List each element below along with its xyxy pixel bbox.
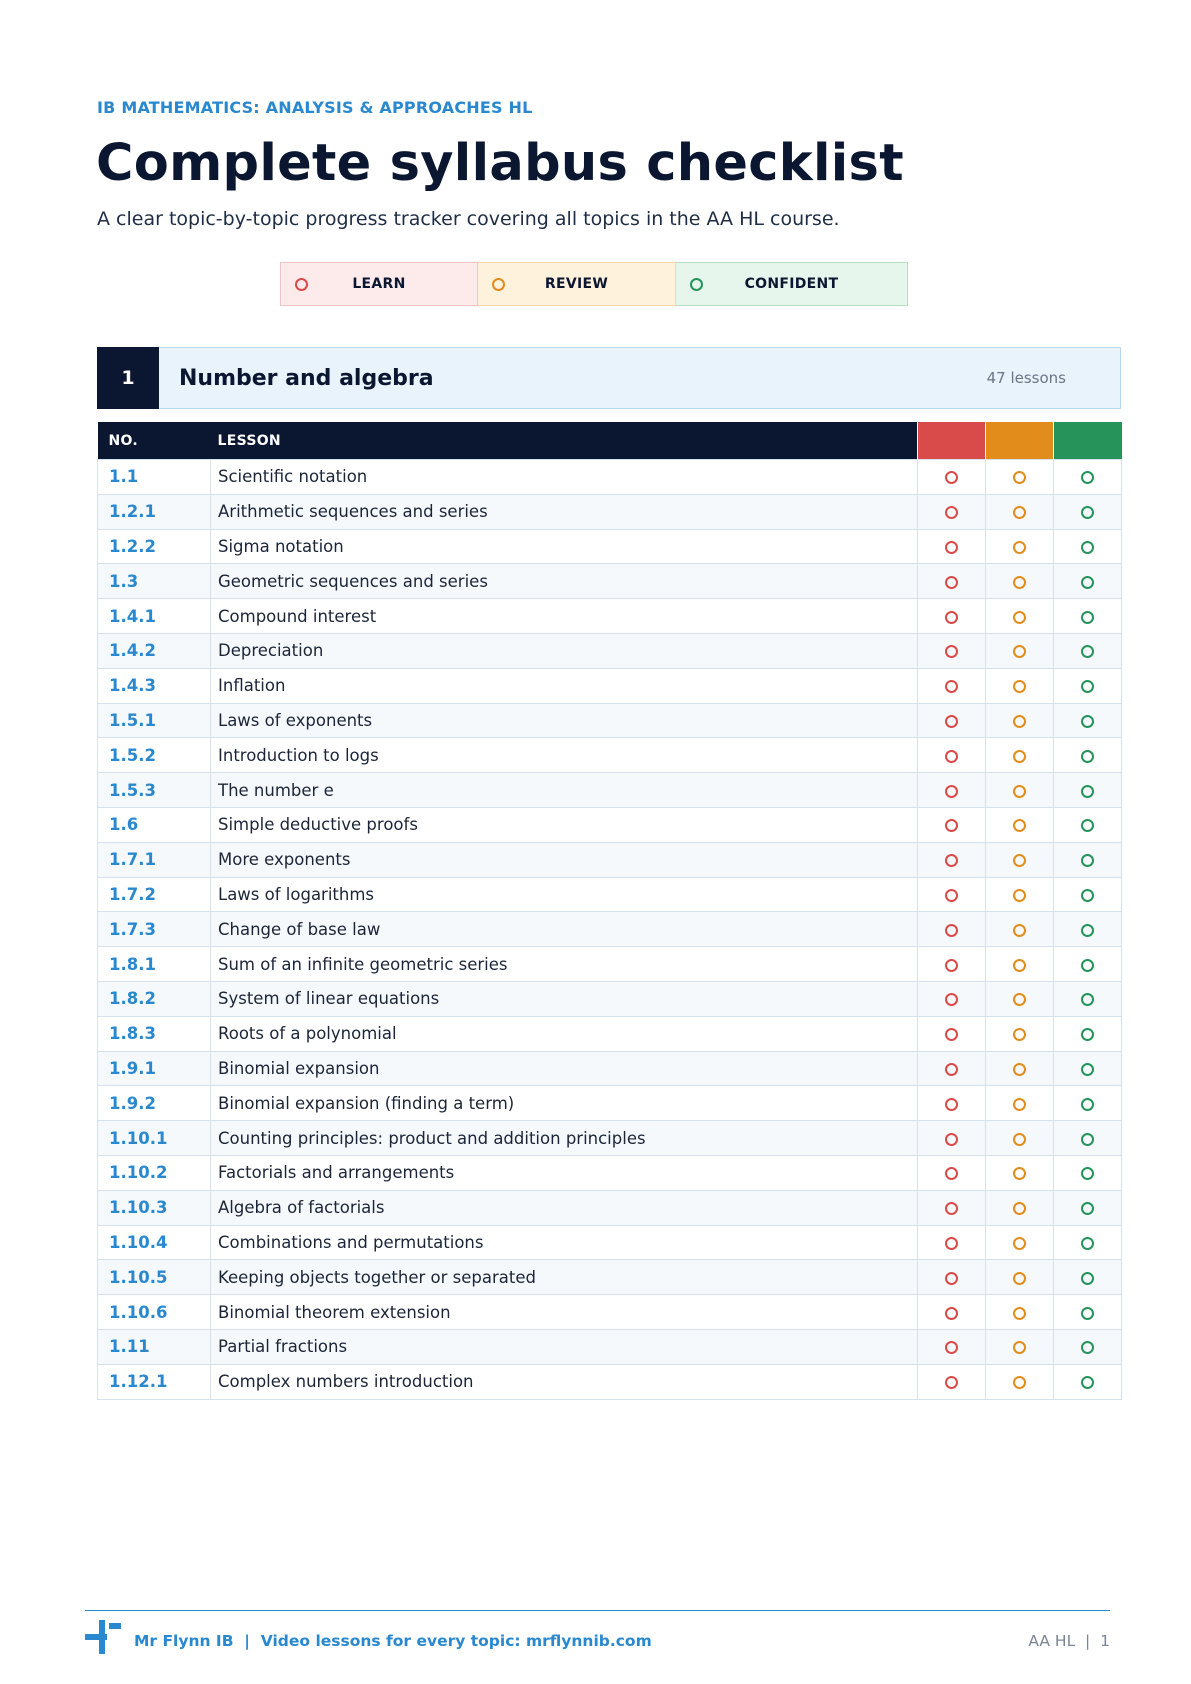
confident-checkbox-cell[interactable] [1054, 1121, 1122, 1156]
review-circle-icon[interactable] [1013, 1202, 1026, 1215]
lesson-number: 1.5.1 [98, 703, 211, 738]
learn-circle-icon[interactable] [945, 924, 958, 937]
table-row [98, 460, 1122, 495]
lesson-number: 1.10.6 [98, 1295, 211, 1330]
review-checkbox-cell[interactable] [986, 1155, 1054, 1190]
confident-circle-icon[interactable] [1081, 1098, 1094, 1111]
confident-checkbox-cell[interactable] [1054, 564, 1122, 599]
review-circle-icon[interactable] [1013, 645, 1026, 658]
review-checkbox-cell[interactable] [986, 1260, 1054, 1295]
review-checkbox-cell[interactable] [986, 460, 1054, 495]
confident-checkbox-cell[interactable] [1054, 1086, 1122, 1121]
learn-checkbox-cell[interactable] [918, 599, 986, 634]
review-checkbox-cell[interactable] [986, 981, 1054, 1016]
lesson-number: 1.4.3 [98, 668, 211, 703]
learn-circle-icon[interactable] [945, 889, 958, 902]
learn-circle-icon[interactable] [945, 1376, 958, 1389]
learn-circle-icon[interactable] [945, 541, 958, 554]
confident-circle-icon[interactable] [1081, 611, 1094, 624]
confident-checkbox-cell[interactable] [1054, 703, 1122, 738]
lesson-table [97, 422, 1122, 1400]
learn-checkbox-cell[interactable] [918, 947, 986, 982]
learn-checkbox-cell[interactable] [918, 1295, 986, 1330]
confident-circle-icon[interactable] [1081, 541, 1094, 554]
review-circle-icon[interactable] [1013, 1272, 1026, 1285]
lesson-number: 1.3 [98, 564, 211, 599]
learn-checkbox-cell[interactable] [918, 1121, 986, 1156]
review-circle-icon[interactable] [1013, 1307, 1026, 1320]
review-checkbox-cell[interactable] [986, 599, 1054, 634]
review-circle-icon[interactable] [1013, 1167, 1026, 1180]
lesson-number: 1.10.1 [98, 1121, 211, 1156]
confident-circle-icon[interactable] [1081, 1341, 1094, 1354]
learn-circle-icon[interactable] [945, 645, 958, 658]
learn-checkbox-cell[interactable] [918, 703, 986, 738]
page-title: Complete syllabus checklist [96, 134, 904, 193]
lesson-number: 1.7.3 [98, 912, 211, 947]
review-circle-icon[interactable] [1013, 993, 1026, 1006]
learn-checkbox-cell[interactable] [918, 773, 986, 808]
confident-circle-icon[interactable] [1081, 1272, 1094, 1285]
lesson-name: More exponents [211, 842, 918, 877]
lesson-number: 1.9.2 [98, 1086, 211, 1121]
learn-checkbox-cell[interactable] [918, 1364, 986, 1399]
lesson-name: The number e [211, 773, 918, 808]
learn-circle-icon[interactable] [945, 1098, 958, 1111]
lesson-name: Keeping objects together or separated [211, 1260, 918, 1295]
learn-circle-icon[interactable] [945, 506, 958, 519]
confident-circle-icon[interactable] [1081, 471, 1094, 484]
confident-circle-icon[interactable] [1081, 819, 1094, 832]
learn-checkbox-cell[interactable] [918, 807, 986, 842]
review-circle-icon[interactable] [1013, 785, 1026, 798]
confident-checkbox-cell[interactable] [1054, 633, 1122, 668]
learn-checkbox-cell[interactable] [918, 738, 986, 773]
lesson-name: Counting principles: product and addition principles [211, 1121, 918, 1156]
column-header-lesson: LESSON [211, 422, 918, 460]
review-circle-icon[interactable] [1013, 924, 1026, 937]
lesson-number: 1.8.3 [98, 1016, 211, 1051]
review-circle-icon[interactable] [1013, 611, 1026, 624]
learn-checkbox-cell[interactable] [918, 981, 986, 1016]
learn-circle-icon[interactable] [945, 715, 958, 728]
lesson-name: Sigma notation [211, 529, 918, 564]
learn-circle-icon[interactable] [945, 1063, 958, 1076]
table-row [98, 842, 1122, 877]
review-circle-icon[interactable] [1013, 1098, 1026, 1111]
learn-circle-icon[interactable] [945, 819, 958, 832]
column-header-review [986, 422, 1054, 460]
lesson-number: 1.8.1 [98, 947, 211, 982]
confident-checkbox-cell[interactable] [1054, 529, 1122, 564]
legend-review-label: REVIEW [544, 276, 609, 292]
lesson-name: Binomial expansion [211, 1051, 918, 1086]
lesson-name: Laws of exponents [211, 703, 918, 738]
lesson-name: Change of base law [211, 912, 918, 947]
learn-circle-icon[interactable] [945, 1202, 958, 1215]
lesson-number: 1.9.1 [98, 1051, 211, 1086]
table-row [98, 1329, 1122, 1364]
review-checkbox-cell[interactable] [986, 703, 1054, 738]
review-circle-icon[interactable] [1013, 1341, 1026, 1354]
review-checkbox-cell[interactable] [986, 1051, 1054, 1086]
confident-checkbox-cell[interactable] [1054, 947, 1122, 982]
learn-circle-icon[interactable] [945, 611, 958, 624]
confident-checkbox-cell[interactable] [1054, 1225, 1122, 1260]
confident-checkbox-cell[interactable] [1054, 1190, 1122, 1225]
confident-checkbox-cell[interactable] [1054, 460, 1122, 495]
table-row [98, 1051, 1122, 1086]
confident-circle-icon[interactable] [1081, 1028, 1094, 1041]
review-circle-icon [492, 278, 505, 291]
review-checkbox-cell[interactable] [986, 738, 1054, 773]
learn-circle-icon[interactable] [945, 750, 958, 763]
review-checkbox-cell[interactable] [986, 807, 1054, 842]
confident-checkbox-cell[interactable] [1054, 1155, 1122, 1190]
lesson-number: 1.2.1 [98, 494, 211, 529]
table-row [98, 981, 1122, 1016]
confident-checkbox-cell[interactable] [1054, 1260, 1122, 1295]
confident-circle-icon[interactable] [1081, 715, 1094, 728]
lesson-name: Binomial expansion (finding a term) [211, 1086, 918, 1121]
legend-learn-label: LEARN [352, 276, 406, 292]
confident-circle-icon[interactable] [1081, 1063, 1094, 1076]
review-circle-icon[interactable] [1013, 819, 1026, 832]
learn-circle-icon[interactable] [945, 1237, 958, 1250]
lesson-name: Geometric sequences and series [211, 564, 918, 599]
review-checkbox-cell[interactable] [986, 1329, 1054, 1364]
learn-checkbox-cell[interactable] [918, 1225, 986, 1260]
review-checkbox-cell[interactable] [986, 564, 1054, 599]
confident-checkbox-cell[interactable] [1054, 807, 1122, 842]
table-row [98, 773, 1122, 808]
lesson-number: 1.4.1 [98, 599, 211, 634]
learn-circle-icon[interactable] [945, 1272, 958, 1285]
review-circle-icon[interactable] [1013, 750, 1026, 763]
learn-circle-icon[interactable] [945, 680, 958, 693]
table-row [98, 1295, 1122, 1330]
learn-checkbox-cell[interactable] [918, 1086, 986, 1121]
lesson-name: Simple deductive proofs [211, 807, 918, 842]
review-circle-icon[interactable] [1013, 1237, 1026, 1250]
confident-checkbox-cell[interactable] [1054, 981, 1122, 1016]
section-title: Number and algebra [179, 365, 434, 391]
lesson-name: Depreciation [211, 633, 918, 668]
learn-circle-icon[interactable] [945, 785, 958, 798]
table-row [98, 1086, 1122, 1121]
table-row [98, 703, 1122, 738]
confident-circle-icon[interactable] [1081, 1307, 1094, 1320]
table-row [98, 564, 1122, 599]
learn-circle-icon[interactable] [945, 1307, 958, 1320]
learn-checkbox-cell[interactable] [918, 1329, 986, 1364]
legend-confident [676, 262, 908, 306]
confident-circle-icon[interactable] [1081, 924, 1094, 937]
lesson-number: 1.1 [98, 460, 211, 495]
review-circle-icon[interactable] [1013, 1028, 1026, 1041]
lesson-number: 1.5.2 [98, 738, 211, 773]
review-circle-icon[interactable] [1013, 1063, 1026, 1076]
confident-checkbox-cell[interactable] [1054, 912, 1122, 947]
confident-circle-icon[interactable] [1081, 1376, 1094, 1389]
confident-checkbox-cell[interactable] [1054, 1016, 1122, 1051]
confident-circle-icon[interactable] [1081, 680, 1094, 693]
lesson-number: 1.4.2 [98, 633, 211, 668]
confident-circle-icon[interactable] [1081, 785, 1094, 798]
review-checkbox-cell[interactable] [986, 877, 1054, 912]
learn-checkbox-cell[interactable] [918, 1016, 986, 1051]
confident-checkbox-cell[interactable] [1054, 842, 1122, 877]
lesson-name: Compound interest [211, 599, 918, 634]
section-lesson-count: 47 lessons [986, 369, 1066, 387]
review-checkbox-cell[interactable] [986, 1190, 1054, 1225]
table-row [98, 1364, 1122, 1399]
review-checkbox-cell[interactable] [986, 1364, 1054, 1399]
column-header-confident [1054, 422, 1122, 460]
lesson-number: 1.7.1 [98, 842, 211, 877]
table-row [98, 807, 1122, 842]
lesson-number: 1.11 [98, 1329, 211, 1364]
confident-checkbox-cell[interactable] [1054, 738, 1122, 773]
lesson-number: 1.8.2 [98, 981, 211, 1016]
review-circle-icon[interactable] [1013, 854, 1026, 867]
lesson-name: Inflation [211, 668, 918, 703]
confident-circle-icon[interactable] [1081, 993, 1094, 1006]
lesson-name: Combinations and permutations [211, 1225, 918, 1260]
confident-checkbox-cell[interactable] [1054, 494, 1122, 529]
learn-circle-icon[interactable] [945, 1133, 958, 1146]
review-circle-icon[interactable] [1013, 1133, 1026, 1146]
confident-circle-icon [690, 278, 703, 291]
learn-checkbox-cell[interactable] [918, 494, 986, 529]
review-circle-icon[interactable] [1013, 576, 1026, 589]
status-legend [280, 262, 908, 306]
review-checkbox-cell[interactable] [986, 1121, 1054, 1156]
legend-learn [280, 262, 478, 306]
table-row [98, 877, 1122, 912]
confident-checkbox-cell[interactable] [1054, 1364, 1122, 1399]
table-row [98, 529, 1122, 564]
legend-confident-label: CONFIDENT [744, 276, 839, 292]
learn-checkbox-cell[interactable] [918, 1260, 986, 1295]
review-checkbox-cell[interactable] [986, 842, 1054, 877]
confident-circle-icon[interactable] [1081, 1167, 1094, 1180]
learn-checkbox-cell[interactable] [918, 460, 986, 495]
learn-circle-icon[interactable] [945, 854, 958, 867]
section-number: 1 [97, 347, 159, 409]
review-checkbox-cell[interactable] [986, 633, 1054, 668]
review-circle-icon[interactable] [1013, 715, 1026, 728]
confident-circle-icon[interactable] [1081, 889, 1094, 902]
review-circle-icon[interactable] [1013, 889, 1026, 902]
lesson-name: System of linear equations [211, 981, 918, 1016]
lesson-name: Laws of logarithms [211, 877, 918, 912]
lesson-number: 1.10.3 [98, 1190, 211, 1225]
learn-checkbox-cell[interactable] [918, 1051, 986, 1086]
confident-checkbox-cell[interactable] [1054, 1051, 1122, 1086]
confident-checkbox-cell[interactable] [1054, 599, 1122, 634]
confident-circle-icon[interactable] [1081, 1237, 1094, 1250]
confident-checkbox-cell[interactable] [1054, 877, 1122, 912]
learn-circle-icon [295, 278, 308, 291]
confident-circle-icon[interactable] [1081, 750, 1094, 763]
learn-circle-icon[interactable] [945, 993, 958, 1006]
review-circle-icon[interactable] [1013, 506, 1026, 519]
footer-credit: Mr Flynn IB | Video lessons for every topic: mrflynnib.com [134, 1632, 652, 1650]
lesson-name: Sum of an infinite geometric series [211, 947, 918, 982]
confident-circle-icon[interactable] [1081, 1133, 1094, 1146]
confident-checkbox-cell[interactable] [1054, 1295, 1122, 1330]
lesson-rows [98, 460, 1122, 1400]
learn-checkbox-cell[interactable] [918, 564, 986, 599]
learn-checkbox-cell[interactable] [918, 1190, 986, 1225]
review-checkbox-cell[interactable] [986, 947, 1054, 982]
learn-circle-icon[interactable] [945, 1341, 958, 1354]
table-row [98, 633, 1122, 668]
lesson-number: 1.12.1 [98, 1364, 211, 1399]
review-checkbox-cell[interactable] [986, 1225, 1054, 1260]
lesson-number: 1.5.3 [98, 773, 211, 808]
lesson-name: Binomial theorem extension [211, 1295, 918, 1330]
review-checkbox-cell[interactable] [986, 1016, 1054, 1051]
table-row [98, 947, 1122, 982]
table-row [98, 1225, 1122, 1260]
lesson-number: 1.7.2 [98, 877, 211, 912]
lesson-name: Complex numbers introduction [211, 1364, 918, 1399]
learn-circle-icon[interactable] [945, 959, 958, 972]
review-checkbox-cell[interactable] [986, 1086, 1054, 1121]
table-row [98, 494, 1122, 529]
learn-circle-icon[interactable] [945, 471, 958, 484]
table-row [98, 1190, 1122, 1225]
learn-circle-icon[interactable] [945, 576, 958, 589]
confident-circle-icon[interactable] [1081, 854, 1094, 867]
lesson-name: Partial fractions [211, 1329, 918, 1364]
table-row [98, 738, 1122, 773]
learn-checkbox-cell[interactable] [918, 1155, 986, 1190]
table-row [98, 1260, 1122, 1295]
lesson-number: 1.10.5 [98, 1260, 211, 1295]
lesson-number: 1.10.4 [98, 1225, 211, 1260]
confident-circle-icon[interactable] [1081, 645, 1094, 658]
table-row [98, 1016, 1122, 1051]
lesson-name: Scientific notation [211, 460, 918, 495]
confident-circle-icon[interactable] [1081, 1202, 1094, 1215]
lesson-name: Introduction to logs [211, 738, 918, 773]
table-row [98, 1121, 1122, 1156]
review-circle-icon[interactable] [1013, 541, 1026, 554]
section-header [97, 347, 1121, 409]
learn-circle-icon[interactable] [945, 1167, 958, 1180]
lesson-number: 1.2.2 [98, 529, 211, 564]
lesson-number: 1.10.2 [98, 1155, 211, 1190]
lesson-name: Arithmetic sequences and series [211, 494, 918, 529]
review-circle-icon[interactable] [1013, 959, 1026, 972]
review-checkbox-cell[interactable] [986, 668, 1054, 703]
learn-checkbox-cell[interactable] [918, 633, 986, 668]
table-header-row [98, 422, 1122, 460]
learn-checkbox-cell[interactable] [918, 912, 986, 947]
review-checkbox-cell[interactable] [986, 494, 1054, 529]
page-subtitle: A clear topic-by-topic progress tracker covering all topics in the AA HL course. [97, 208, 840, 230]
learn-checkbox-cell[interactable] [918, 877, 986, 912]
learn-checkbox-cell[interactable] [918, 842, 986, 877]
review-checkbox-cell[interactable] [986, 773, 1054, 808]
lesson-name: Roots of a polynomial [211, 1016, 918, 1051]
lesson-name: Factorials and arrangements [211, 1155, 918, 1190]
course-label: IB MATHEMATICS: ANALYSIS & APPROACHES HL [97, 98, 533, 117]
footer-divider [85, 1610, 1110, 1611]
review-circle-icon[interactable] [1013, 471, 1026, 484]
confident-checkbox-cell[interactable] [1054, 773, 1122, 808]
review-checkbox-cell[interactable] [986, 1295, 1054, 1330]
column-header-learn [918, 422, 986, 460]
review-circle-icon[interactable] [1013, 1376, 1026, 1389]
lesson-name: Algebra of factorials [211, 1190, 918, 1225]
confident-circle-icon[interactable] [1081, 959, 1094, 972]
table-row [98, 912, 1122, 947]
footer-page-label: AA HL | 1 [1028, 1632, 1110, 1650]
table-row [98, 668, 1122, 703]
learn-circle-icon[interactable] [945, 1028, 958, 1041]
table-row [98, 1155, 1122, 1190]
learn-checkbox-cell[interactable] [918, 529, 986, 564]
table-row [98, 599, 1122, 634]
confident-circle-icon[interactable] [1081, 506, 1094, 519]
confident-checkbox-cell[interactable] [1054, 1329, 1122, 1364]
learn-checkbox-cell[interactable] [918, 668, 986, 703]
review-checkbox-cell[interactable] [986, 912, 1054, 947]
lesson-number: 1.6 [98, 807, 211, 842]
legend-review [478, 262, 676, 306]
confident-circle-icon[interactable] [1081, 576, 1094, 589]
review-checkbox-cell[interactable] [986, 529, 1054, 564]
column-header-no: NO. [98, 422, 211, 460]
mr-flynn-logo [85, 1620, 121, 1654]
confident-checkbox-cell[interactable] [1054, 668, 1122, 703]
review-circle-icon[interactable] [1013, 680, 1026, 693]
